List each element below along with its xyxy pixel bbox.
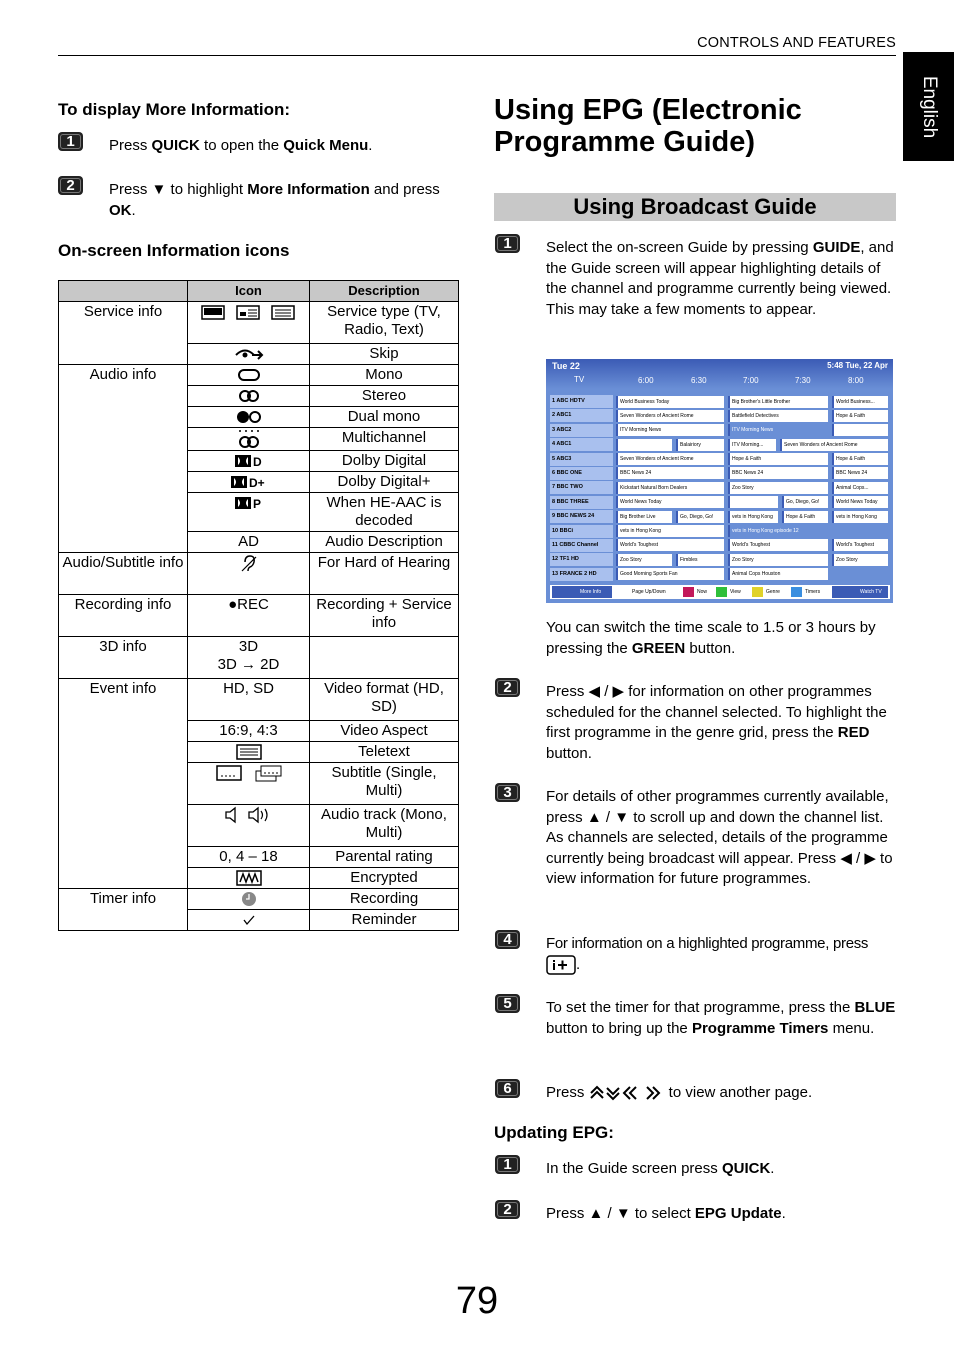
step-text: Press to view another page. [546,1084,813,1101]
epg-clock: 5:48 Tue, 22 Apr [827,361,888,370]
multichannel-icon [188,428,310,451]
description-cell: For Hard of Hearing [310,553,459,595]
dolby-digital-icon [188,451,310,472]
aspect-icon: 16:9, 4:3 [188,721,310,742]
step-text: For information on a highlighted programme, press . [546,934,896,975]
table-header-description: Description [310,281,459,302]
description-cell: Dolby Digital+ [310,472,459,493]
epg-channel: 4 ABC1 [550,438,613,451]
dual-mono-icon [188,407,310,428]
step-badge: 4 [495,930,520,949]
page-nav-arrows-icon [589,1084,665,1102]
section-heading: Using Broadcast Guide [494,193,896,221]
epg-footer-timers: Timers [805,589,821,595]
description-cell: Dolby Digital [310,451,459,472]
table-header-blank [59,281,188,302]
description-cell: Recording [310,889,459,910]
description-cell: Video format (HD, SD) [310,679,459,721]
epg-channel: 1 ABC HDTV [550,395,613,408]
description-cell: Audio Description [310,532,459,553]
description-cell: When HE-AAC is decoded [310,493,459,532]
category-cell: Timer info [59,889,188,931]
rec-icon: ●REC [188,595,310,637]
description-cell [310,637,459,679]
step-text: Press QUICK to open the Quick Menu. [109,137,373,154]
table-header-icon: Icon [188,281,310,302]
info-plus-icon [546,955,576,975]
step-badge: 1 [495,234,520,253]
epg-grid: 1 ABC HDTV World Business Today Big Brother's Little Brother World Business... 2 ABC1 Seven Wonders of Ancient Rome Battlefield Detectives Hope & Faith 3 ABC2 ITV Morning News ITV Morning News 4 ABC1 Balairiory ITV Morning... Seven Wonders of Ancient Rome 5 ABC3 Seven Wonders of Ancient Rome Hope & Faith Hope & Faith 6 BBC ONE BBC News 24 BBC News 24 BBC News 24 7 BBC TWO Kickstart Natural Born Dealers Zoo Story Animal Cops... 8 BBC THREE World News Today Go, Diego, Go! World News Today 9 BBC NEWS 24 Big Brother Live Go, Diego, Go! vets in Hong Kong Hope & Faith vets in Hong Kong 10 BBCi vets in Hong Kong vets in Hong Kong episode 12 11 CBBC Channel World's Toughest World's Toughest World's Toughest 12 TF1 HD Zoo Story Fimbles Zoo Story Zoo Story 13 FRANCE 2 HD Good Morning Sports Fan Animal Cops Houston [550,395,890,582]
epg-footer-genre: Genre [766,589,780,595]
teletext-icon [188,742,310,763]
step-text: For details of other programmes currently available, press ▲ / ▼ to scroll up and down the channel list. As channels are selected, details of the programme currently being broadcast will appear. Press ◀ / ▶ to view information for future programmes. [546,788,893,887]
epg-channel: 13 FRANCE 2 HD [550,568,613,581]
he-aac-icon [188,493,310,532]
description-cell: Service type (TV, Radio, Text) [310,302,459,344]
description-cell: Audio track (Mono, Multi) [310,805,459,847]
page-number: 79 [455,1280,499,1322]
epg-time-2: 6:30 [691,376,707,385]
subtitle-icon [188,763,310,805]
ad-icon: AD [188,532,310,553]
parental-icon: 0, 4 – 18 [188,847,310,868]
epg-channel: 6 BBC ONE [550,467,613,480]
check-icon [188,910,310,931]
epg-footer-watch: Watch TV [832,586,888,598]
description-cell: Reminder [310,910,459,931]
svg-text:D: D [252,455,262,469]
svg-text:D+: D+ [248,476,265,490]
encrypted-icon [188,868,310,889]
stereo-icon [188,386,310,407]
step-badge: 2 [495,1200,520,1219]
description-cell: Skip [310,344,459,365]
page-title: Using EPG (Electronic Programme Guide) [494,94,802,158]
epg-footer-now: Now [697,589,708,595]
step-text: In the Guide screen press QUICK. [546,1160,775,1177]
description-cell: Multichannel [310,428,459,451]
running-header: CONTROLS AND FEATURES [697,35,896,51]
info-icons-table [58,280,459,931]
epg-channel: 10 BBCi [550,525,613,538]
dolby-digital-plus-icon [188,472,310,493]
epg-channel: 2 ABC1 [550,409,613,422]
skip-icon [188,344,310,365]
epg-channel: 9 BBC NEWS 24 [550,510,613,523]
language-tab: English [903,52,954,161]
step-text: Press ▼ to highlight More Information and press OK. [109,181,440,219]
category-cell: 3D info [59,637,188,679]
category-cell: Event info [59,679,188,889]
description-cell: Dual mono [310,407,459,428]
step-text: Select the on-screen Guide by pressing GUIDE, and the Guide screen will appear highlighting details of the channel and programme currently being viewed. This may take a few moments to appear. [546,239,894,318]
epg-time-5: 8:00 [848,376,864,385]
description-cell: Video Aspect [310,721,459,742]
step-badge: 2 [495,678,520,697]
epg-time-3: 7:00 [743,376,759,385]
description-cell: Stereo [310,386,459,407]
audio-track-icon [188,805,310,847]
icons-heading: On-screen Information icons [58,241,290,260]
time-scale-text: You can switch the time scale to 1.5 or 3 hours by pressing the GREEN button. [546,619,876,657]
epg-time-4: 7:30 [795,376,811,385]
category-cell: Audio info [59,365,188,553]
description-cell: Subtitle (Single, Multi) [310,763,459,805]
epg-footer [550,585,890,599]
description-cell: Recording + Service info [310,595,459,637]
step-text: To set the timer for that programme, press the BLUE button to bring up the Programme Timers menu. [546,999,896,1037]
step-badge: 2 [58,176,83,195]
svg-text:P: P [252,497,261,511]
epg-footer-page: Page Up/Down [632,589,666,595]
epg-channel: 5 ABC3 [550,453,613,466]
hard-of-hearing-icon [188,553,310,595]
hd-sd-icon: HD, SD [188,679,310,721]
header-rule [58,55,896,56]
mono-icon [188,365,310,386]
description-cell: Parental rating [310,847,459,868]
epg-source: TV [574,375,585,384]
epg-footer-view: View [730,589,741,595]
clock-icon [188,889,310,910]
category-cell: Audio/Subtitle info [59,553,188,595]
step-badge: 5 [495,994,520,1013]
epg-time-1: 6:00 [638,376,654,385]
step-badge: 3 [495,783,520,802]
step-badge: 1 [495,1155,520,1174]
epg-channel: 8 BBC THREE [550,496,613,509]
step-text: Press ◀ / ▶ for information on other programmes scheduled for the channel selected. To highlight the first programme in the genre grid, press the RED button. [546,683,887,762]
updating-heading: Updating EPG: [494,1123,614,1142]
category-cell: Service info [59,302,188,365]
3d-icons: 3D 3D → 2D [188,637,310,679]
tv-radio-text-icon [201,303,297,321]
epg-channel: 12 TF1 HD [550,553,613,566]
step-text: Press ▲ / ▼ to select EPG Update. [546,1205,786,1222]
description-cell: Mono [310,365,459,386]
epg-channel: 3 ABC2 [550,424,613,437]
step-badge: 1 [58,132,83,151]
more-info-heading: To display More Information: [58,100,291,119]
category-cell: Recording info [59,595,188,637]
service-type-icons [188,302,310,344]
description-cell: Teletext [310,742,459,763]
epg-footer-more-info: More Info [552,586,612,598]
epg-date: Tue 22 [552,361,580,371]
epg-channel: 11 CBBC Channel [550,539,613,552]
epg-screenshot [546,359,893,603]
epg-top-bar [546,359,893,389]
step-badge: 6 [495,1079,520,1098]
description-cell: Encrypted [310,868,459,889]
epg-channel: 7 BBC TWO [550,481,613,494]
